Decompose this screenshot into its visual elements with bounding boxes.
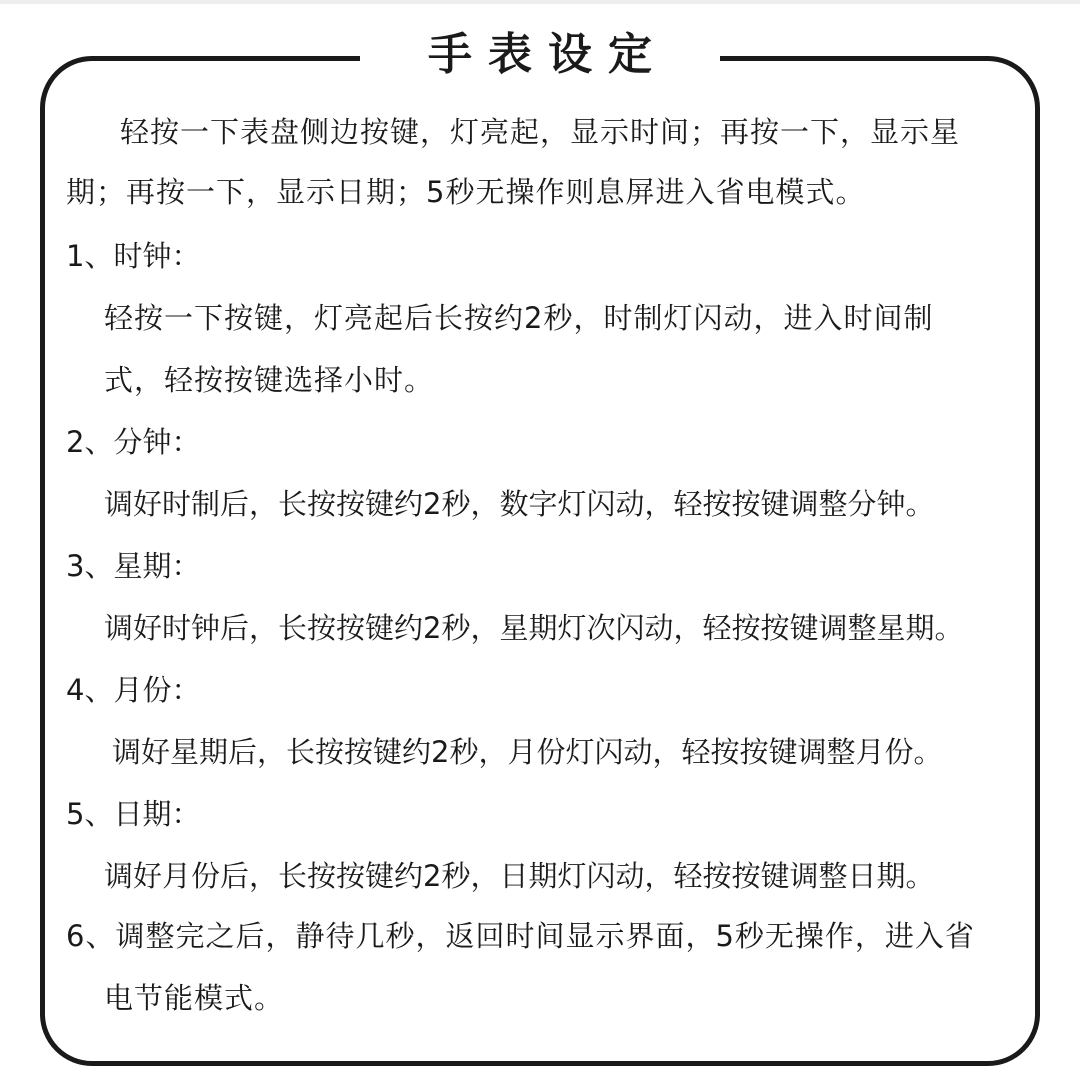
- section-body-date: 调好月份后，长按按键约2秒，日期灯闪动，轻按按键调整日期。: [104, 859, 935, 893]
- intro-line-2: 期；再按一下，显示日期；5秒无操作则息屏进入省电模式。: [66, 175, 866, 209]
- section-heading-clock: 1、时钟：: [66, 239, 201, 273]
- section-heading-date: 5、日期：: [66, 797, 201, 831]
- top-divider-strip: [0, 0, 1080, 4]
- section-body-clock-line-2: 式，轻按按键选择小时。: [104, 363, 435, 397]
- page-title: 手表设定: [360, 24, 720, 86]
- section-body-weekday: 调好时钟后，长按按键约2秒，星期灯次闪动，轻按按键调整星期。: [104, 611, 964, 645]
- section-heading-weekday: 3、星期：: [66, 549, 201, 583]
- intro-line-1: 轻按一下表盘侧边按键，灯亮起，显示时间；再按一下，显示星: [120, 115, 961, 149]
- section-body-clock-line-1: 轻按一下按键，灯亮起后长按约2秒，时制灯闪动，进入时间制: [104, 301, 934, 335]
- section-heading-month: 4、月份：: [66, 673, 201, 707]
- section-finish-line-1: 6、调整完之后，静待几秒，返回时间显示界面，5秒无操作，进入省: [66, 919, 975, 953]
- section-finish-line-2: 电节能模式。: [104, 981, 285, 1015]
- section-body-minute: 调好时制后，长按按键约2秒，数字灯闪动，轻按按键调整分钟。: [104, 487, 935, 521]
- section-body-month: 调好星期后，长按按键约2秒，月份灯闪动，轻按按键调整月份。: [112, 735, 943, 769]
- section-heading-minute: 2、分钟：: [66, 425, 201, 459]
